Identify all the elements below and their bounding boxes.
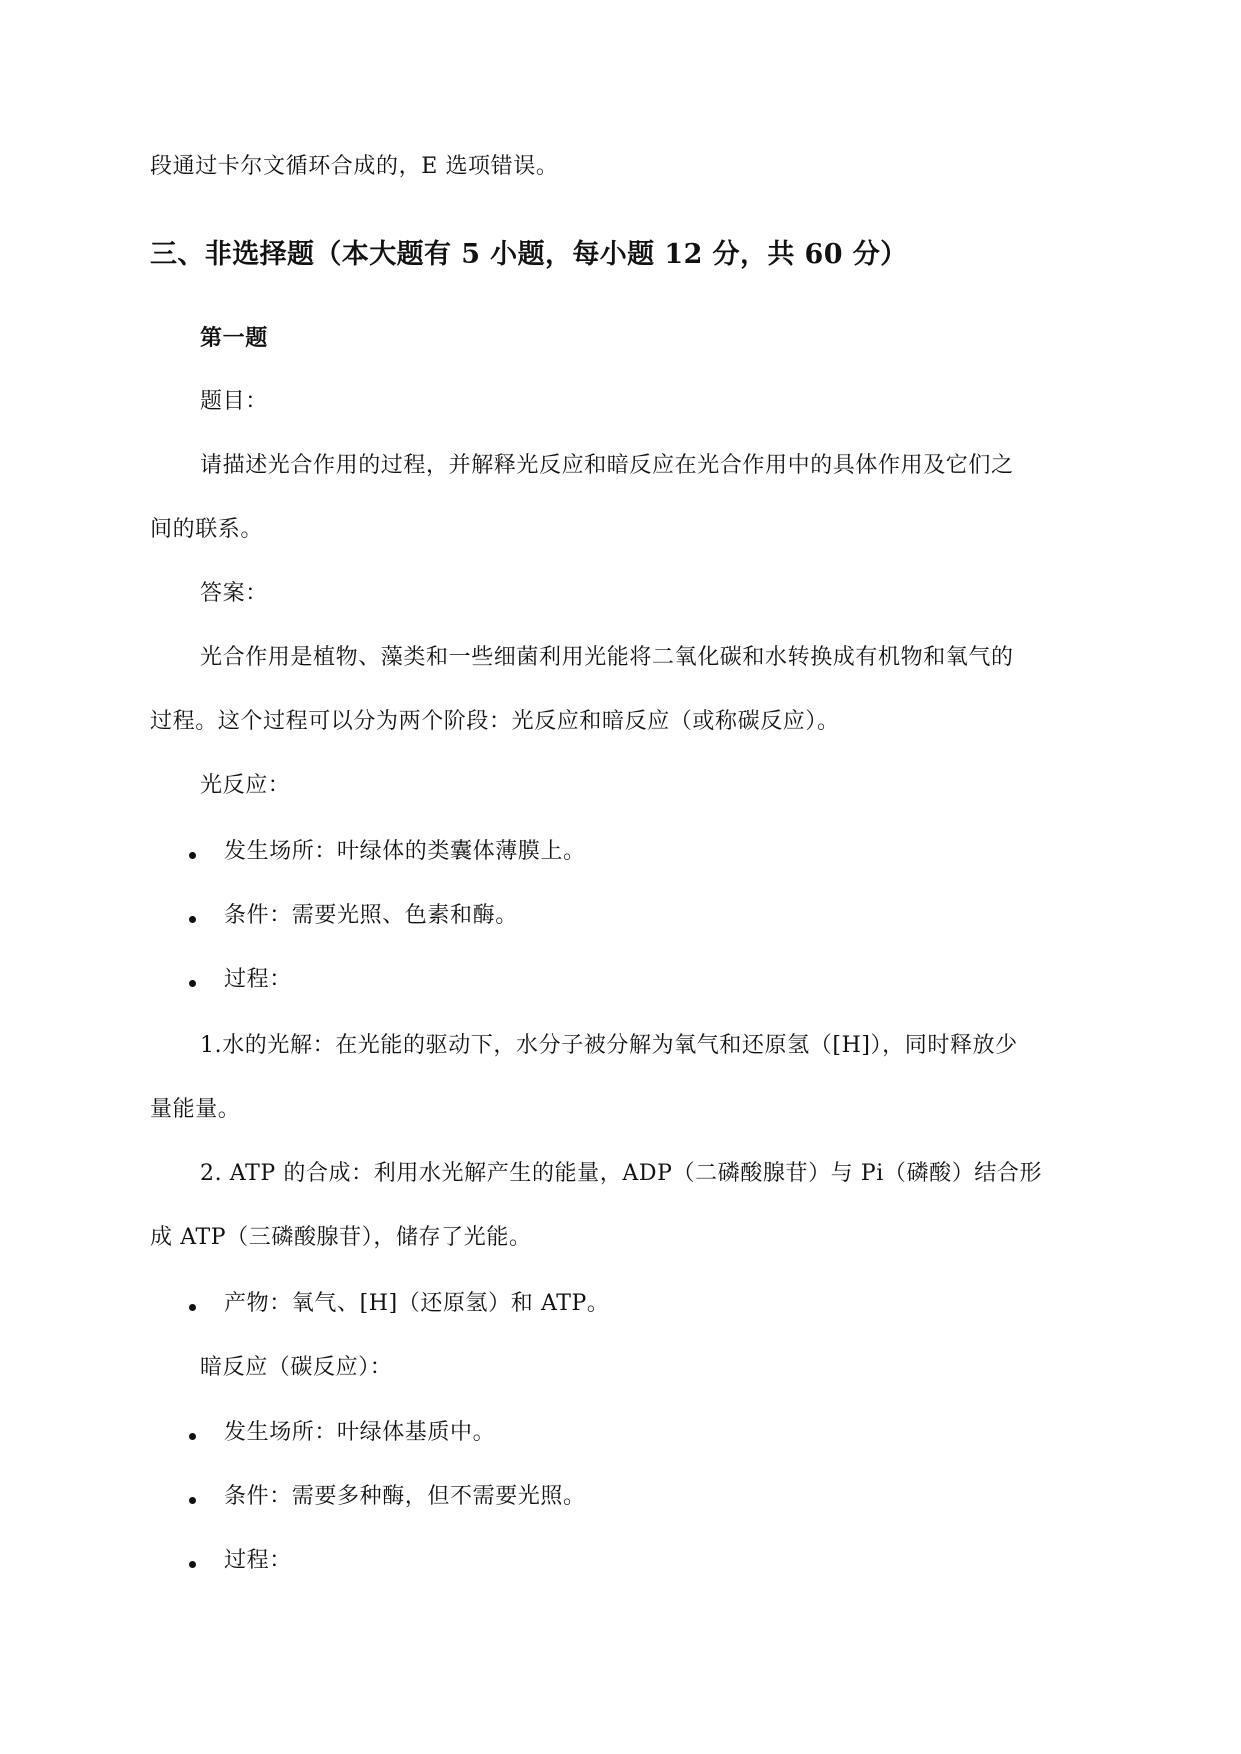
bullet-dot: [189, 916, 196, 923]
dark-reaction-bullet: 条件：需要多种酶，但不需要光照。: [224, 1484, 586, 1509]
light-reaction-bullet: 条件：需要光照、色素和酶。: [224, 903, 518, 928]
question-title: 第一题: [200, 325, 268, 351]
light-reaction-label: 光反应：: [200, 773, 291, 798]
bullet-dot: [189, 1561, 196, 1568]
process-step-line: 量能量。: [150, 1097, 241, 1122]
bullet-dot: [189, 1304, 196, 1311]
bullet-dot: [189, 1497, 196, 1504]
answer-text-line: 过程。这个过程可以分为两个阶段：光反应和暗反应（或称碳反应）。: [150, 709, 840, 734]
bullet-dot: [189, 852, 196, 859]
answer-text-line: 光合作用是植物、藻类和一些细菌利用光能将二氧化碳和水转换成有机物和氧气的: [200, 645, 1014, 670]
light-reaction-bullet: 过程：: [224, 967, 292, 992]
dark-reaction-label: 暗反应（碳反应）：: [200, 1355, 393, 1380]
bullet-dot: [189, 980, 196, 987]
section-heading: 三、非选择题（本大题有 5 小题，每小题 12 分，共 60 分）: [150, 239, 908, 270]
light-reaction-product: 产物：氧气、[H]（还原氢）和 ATP。: [224, 1291, 610, 1316]
process-step-line: 2. ATP 的合成：利用水光解产生的能量，ADP（二磷酸腺苷）与 Pi（磷酸）结合形: [200, 1161, 1043, 1186]
carryover-text: 段通过卡尔文循环合成的，E 选项错误。: [150, 154, 559, 179]
bullet-dot: [189, 1433, 196, 1440]
light-reaction-bullet: 发生场所：叶绿体的类囊体薄膜上。: [224, 839, 586, 864]
question-text-line: 请描述光合作用的过程，并解释光反应和暗反应在光合作用中的具体作用及它们之: [200, 453, 1014, 478]
answer-label: 答案：: [200, 581, 268, 606]
process-step-line: 成 ATP（三磷酸腺苷），储存了光能。: [150, 1225, 532, 1250]
question-text-line: 间的联系。: [150, 517, 264, 542]
process-step-line: 1.水的光解：在光能的驱动下，水分子被分解为氧气和还原氢（[H]），同时释放少: [200, 1033, 1018, 1058]
question-label: 题目：: [200, 389, 268, 414]
dark-reaction-bullet: 过程：: [224, 1548, 292, 1573]
dark-reaction-bullet: 发生场所：叶绿体基质中。: [224, 1420, 496, 1445]
